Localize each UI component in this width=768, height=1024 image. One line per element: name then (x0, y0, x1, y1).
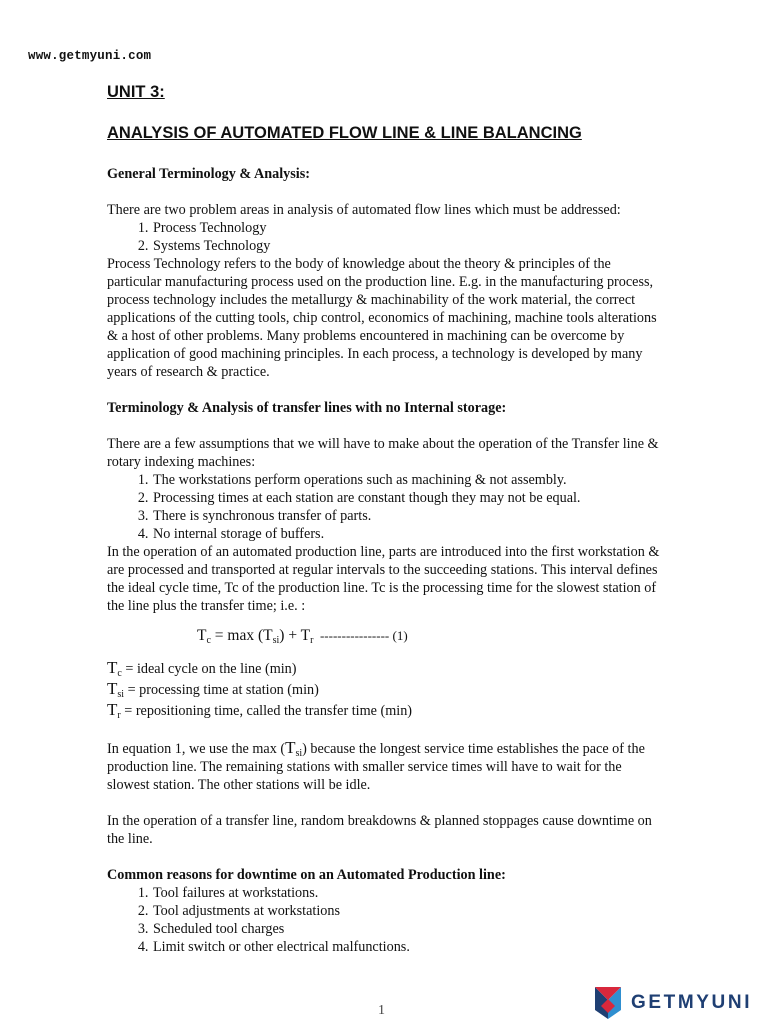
list-item: 2. Processing times at each station are constant though they may not be equal. (152, 489, 667, 507)
definition-subscript: si (117, 689, 125, 700)
equation-symbol: T (197, 627, 207, 644)
definition-symbol: T (107, 658, 118, 677)
definition-text: = processing time at station (min) (124, 682, 319, 698)
list-item: 2. Tool adjustments at workstations (152, 902, 667, 920)
site-url: www.getmyuni.com (28, 49, 152, 63)
definition-text: = repositioning time, called the transfer time (min) (120, 703, 413, 719)
unit-heading: UNIT 3: (107, 83, 165, 101)
equation-explanation-paragraph (107, 739, 667, 794)
equation-subscript: si (272, 635, 280, 646)
definition-line (107, 658, 667, 679)
list-item: 4. Limit switch or other electrical malfunctions. (152, 938, 667, 956)
paragraph-text: ) because the longest service time establishes the pace of the production line. The remaining stations with smaller service times will have to wait for the slowest station. The other stations will be idle. (107, 741, 645, 793)
list-item: 1. Tool failures at workstations. (152, 884, 667, 902)
logo-text: GETMYUNI (631, 992, 753, 1013)
downtime-reasons-list (107, 884, 667, 956)
equation-part: ) + T (279, 627, 311, 644)
definition-symbol: T (107, 679, 118, 698)
process-technology-paragraph: Process Technology refers to the body of knowledge about the theory & principles of the particular manufacturing process used on the production line. E.g. in the manufacturing process, process technology includes the metallurgy & machinability of the work material, the correct applications of the cutting tools, chip control, economics of machining, machine tools alterations & a host of other problems. Many problems encountered in machining can be overcome by application of good machining principles. In each process, a technology is developed by many years of research & practice. (107, 256, 657, 380)
section-heading-general-terminology: General Terminology & Analysis: (107, 166, 310, 182)
paragraph-subscript: si (295, 748, 303, 759)
section2-intro: There are a few assumptions that we will have to make about the operation of the Transfer line & rotary indexing machines: (107, 436, 659, 470)
getmyuni-logo-icon (593, 986, 623, 1020)
definition-subscript: r (117, 710, 121, 721)
assumptions-list (107, 471, 667, 543)
section-heading-transfer-lines: Terminology & Analysis of transfer lines with no Internal storage: (107, 400, 507, 416)
paragraph-symbol: T (285, 738, 296, 757)
downtime-paragraph: In the operation of a transfer line, random breakdowns & planned stoppages cause downtime on the line. (107, 813, 652, 847)
equation-part: = max (T (210, 627, 273, 644)
getmyuni-logo (593, 986, 752, 1020)
section-heading-downtime-reasons: Common reasons for downtime on an Automated Production line: (107, 867, 506, 883)
cycle-time-equation (197, 625, 667, 647)
definition-line (107, 679, 667, 700)
page-number: 1 (378, 1003, 385, 1018)
list-item: 3. There is synchronous transfer of parts. (152, 507, 667, 525)
section1-intro: There are two problem areas in analysis of automated flow lines which must be addressed: (107, 202, 621, 218)
list-item: 1. Process Technology (152, 219, 667, 237)
list-item: 3. Scheduled tool charges (152, 920, 667, 938)
equation-subscript: r (310, 635, 314, 646)
definition-subscript: c (117, 668, 122, 679)
equation-subscript: c (206, 635, 211, 646)
list-item: 4. No internal storage of buffers. (152, 525, 667, 543)
list-item: 2. Systems Technology (152, 237, 667, 255)
paragraph-text: In equation 1, we use the max ( (107, 741, 286, 757)
main-title: ANALYSIS OF AUTOMATED FLOW LINE & LINE BALANCING (107, 124, 582, 142)
definition-text: = ideal cycle on the line (min) (121, 661, 297, 677)
problem-areas-list (107, 219, 667, 255)
definition-symbol: T (107, 700, 118, 719)
definition-line (107, 700, 667, 721)
equation-reference: ---------------- (1) (313, 628, 408, 643)
list-item: 1. The workstations perform operations such as machining & not assembly. (152, 471, 667, 489)
document-body (107, 165, 667, 956)
production-line-paragraph: In the operation of an automated production line, parts are introduced into the first workstation & are processed and transported at regular intervals to the succeeding stations. This interval defines the ideal cycle time, Tc of the production line. Tc is the processing time for the slowest station of the line plus the transfer time; i.e. : (107, 544, 660, 614)
